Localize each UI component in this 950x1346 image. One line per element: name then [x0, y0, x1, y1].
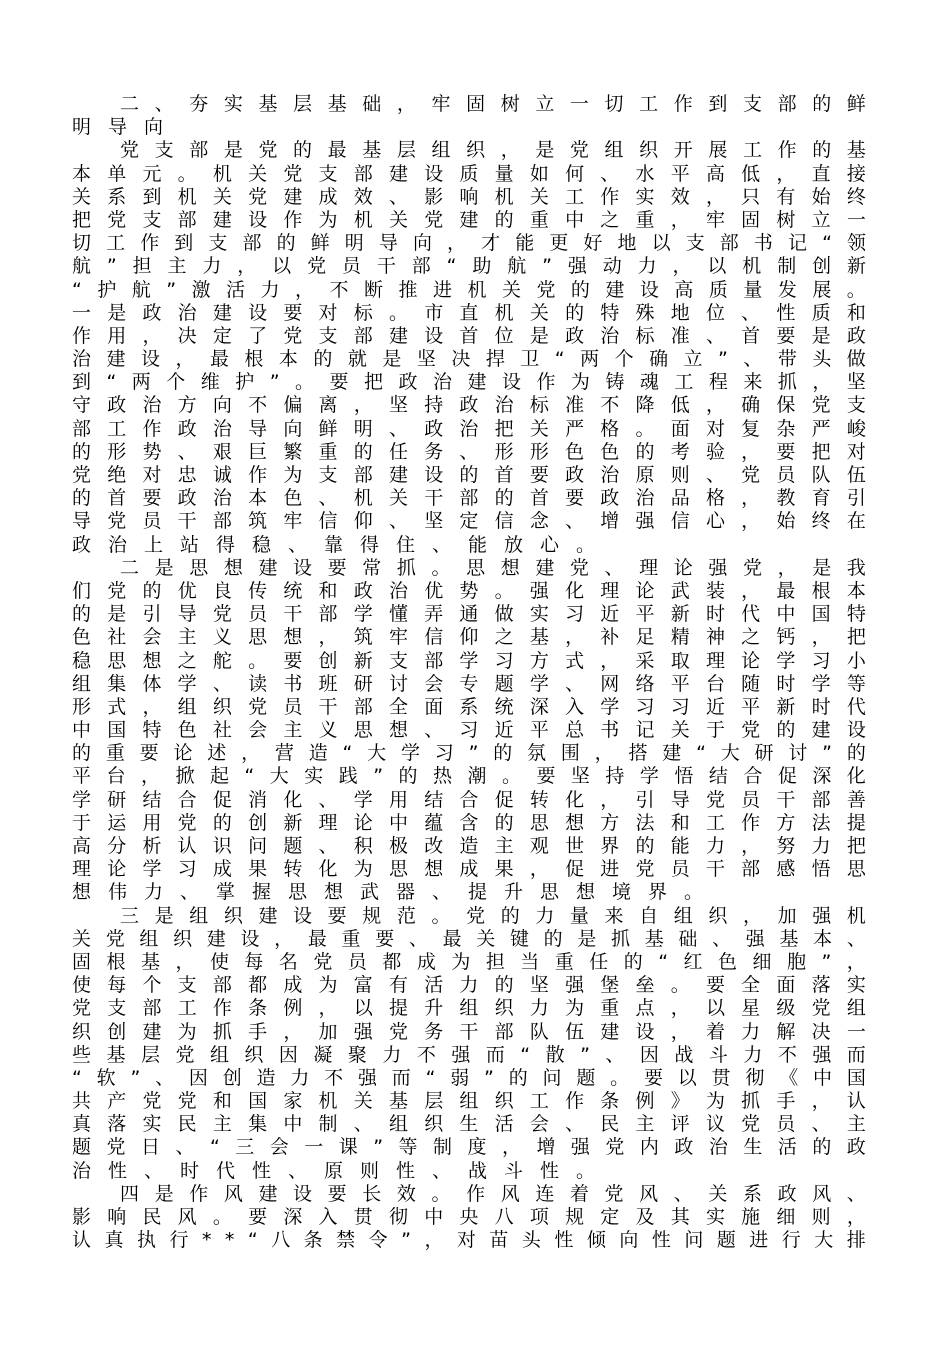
text-line: 的 是 引 导 党 员 干 部 学 懂 弄 通 做 实 习 近 平 新 时 代 中 国 特	[72, 603, 866, 626]
text-line: 题 党 日 、 “ 三 会 一 课 ” 等 制 度 ， 增 强 党 内 政 治 生 活 的 政	[72, 1136, 866, 1159]
text-line: 稳 思 想 之 舵 。 要 创 新 支 部 学 习 方 式 ， 采 取 理 论 学 习 小	[72, 649, 866, 672]
text-line: 的 首 要 政 治 本 色 、 机 关 干 部 的 首 要 政 治 品 格 ， 教 育 引	[72, 487, 866, 510]
text-line: 使 每 个 支 部 都 成 为 富 有 活 力 的 坚 强 堡 垒 。 要 全 面 落 实	[72, 974, 866, 997]
text-line: 关 系 到 机 关 党 建 成 效 、 影 响 机 关 工 作 实 效 ， 只 有 始 终	[72, 185, 866, 208]
text-line: 明导向	[72, 116, 181, 139]
paragraph	[72, 557, 866, 905]
text-line: 把 党 支 部 建 设 作 为 机 关 党 建 的 重 中 之 重 ， 牢 固 树 立 一	[72, 208, 866, 231]
text-line: 政治上站得稳、靠得住、能放心。	[72, 533, 613, 556]
text-line: 三 是 组 织 建 设 要 规 范 。 党 的 力 量 来 自 组 织 ， 加 强 机	[120, 904, 866, 927]
text-line: 些 基 层 党 组 织 因 凝 聚 力 不 强 而 “ 散 ” 、 因 战 斗 力 不 强 而	[72, 1043, 866, 1066]
text-line: 真 落 实 民 主 集 中 制 、 组 织 生 活 会 、 民 主 评 议 党 员 、 主	[72, 1113, 866, 1136]
text-line: 的 形 势 、 艰 巨 繁 重 的 任 务 、 形 形 色 色 的 考 验 ， 要 把 对	[72, 440, 866, 463]
text-line: 影 响 民 风 。 要 深 入 贯 彻 中 央 八 项 规 定 及 其 实 施 细 则 ，	[72, 1206, 866, 1228]
text-line: 四 是 作 风 建 设 要 长 效 。 作 风 连 着 党 风 、 关 系 政 风 、	[120, 1182, 866, 1205]
paragraph	[72, 302, 866, 557]
text-line: 色 社 会 主 义 思 想 ， 筑 牢 信 仰 之 基 ， 补 足 精 神 之 钙 ， 把	[72, 626, 866, 649]
section-heading	[72, 93, 866, 139]
text-line: 平 台 ， 掀 起 “ 大 实 践 ” 的 热 潮 。 要 坚 持 学 悟 结 合 促 深 化	[72, 765, 866, 788]
text-line: 学 研 结 合 促 消 化 、 学 用 结 合 促 转 化 ， 引 导 党 员 干 部 善	[72, 788, 866, 811]
text-line: 守 政 治 方 向 不 偏 离 ， 坚 持 政 治 标 准 不 降 低 ， 确 保 党 支	[72, 394, 866, 417]
text-line: 想伟力、掌握思想武器、提升思想境界。	[72, 881, 721, 904]
text-line: 作 用 ， 决 定 了 党 支 部 建 设 首 位 是 政 治 标 准 、 首 要 是 政	[72, 324, 866, 347]
text-line: 航 ” 担 主 力 ， 以 党 员 干 部 “ 助 航 ” 强 动 力 ， 以 机 制 创 新	[72, 255, 866, 278]
text-line: 二 、 夯 实 基 层 基 础 ， 牢 固 树 立 一 切 工 作 到 支 部 的 鲜	[120, 93, 866, 115]
paragraph	[72, 139, 866, 301]
text-line: 固 根 基 ， 使 每 名 党 员 都 成 为 担 当 重 任 的 “ 红 色 细 胞 ” ，	[72, 950, 866, 973]
paragraph	[72, 1183, 866, 1253]
text-line: 治性、时代性、原则性、战斗性。	[72, 1159, 613, 1182]
paragraph	[72, 905, 866, 1183]
text-line: 的 重 要 论 述 ， 营 造 “ 大 学 习 ” 的 氛 围 ， 搭 建 “ 大 研 讨 ” 的	[72, 742, 866, 765]
text-line: 组 集 体 学 、 读 书 班 研 讨 会 专 题 学 、 网 络 平 台 随 时 学 等	[72, 672, 866, 695]
text-line: 形 式 ， 组 织 党 员 干 部 全 面 系 统 深 入 学 习 习 近 平 新 时 代	[72, 695, 866, 718]
text-line: 党 支 部 是 党 的 最 基 层 组 织 ， 是 党 组 织 开 展 工 作 的 基	[120, 139, 866, 162]
text-line: 们 党 的 优 良 传 统 和 政 治 优 势 。 强 化 理 论 武 装 ， 最 根 本	[72, 579, 866, 602]
text-line: 一 是 政 治 建 设 要 对 标 。 市 直 机 关 的 特 殊 地 位 、 性 质 和	[72, 301, 866, 324]
text-line: “ 护 航 ” 激 活 力 ， 不 断 推 进 机 关 党 的 建 设 高 质 量 发 展 。	[72, 278, 866, 301]
text-line: “ 软 ” 、 因 创 造 力 不 强 而 “ 弱 ” 的 问 题 。 要 以 贯 彻 《 中 国	[72, 1066, 866, 1089]
text-line: 部 工 作 政 治 导 向 鲜 明 、 政 治 把 关 严 格 。 面 对 复 杂 严 峻	[72, 417, 866, 440]
text-line: 理 论 学 习 成 果 转 化 为 思 想 成 果 ， 促 进 党 员 干 部 感 悟 思	[72, 858, 866, 881]
text-line: 导 党 员 干 部 筑 牢 信 仰 、 坚 定 信 念 、 增 强 信 心 ， 始 终 在	[72, 510, 866, 533]
document-body	[72, 93, 866, 1252]
text-line: 织 创 建 为 抓 手 ， 加 强 党 务 干 部 队 伍 建 设 ， 着 力 解 决 一	[72, 1020, 866, 1043]
text-line: 关 党 组 织 建 设 ， 最 重 要 、 最 关 键 的 是 抓 基 础 、 强 基 本 、	[72, 927, 866, 950]
text-line: 到 “ 两 个 维 护 ” 。 要 把 政 治 建 设 作 为 铸 魂 工 程 来 抓 ， 坚	[72, 371, 866, 394]
text-line: 党 支 部 工 作 条 例 ， 以 提 升 组 织 力 为 重 点 ， 以 星 级 党 组	[72, 997, 866, 1020]
text-line: 切 工 作 到 支 部 的 鲜 明 导 向 ， 才 能 更 好 地 以 支 部 书 记 “ 领	[72, 232, 866, 255]
text-line: 于 运 用 党 的 创 新 理 论 中 蕴 含 的 思 想 方 法 和 工 作 方 法 提	[72, 811, 866, 834]
text-line: 中 国 特 色 社 会 主 义 思 想 、 习 近 平 总 书 记 关 于 党 的 建 设	[72, 719, 866, 742]
text-line: 认 真 执 行 * * “ 八 条 禁 令 ” ， 对 苗 头 性 倾 向 性 问 题 进 行 大 排	[72, 1229, 866, 1252]
text-line: 共 产 党 党 和 国 家 机 关 基 层 组 织 工 作 条 例 》 为 抓 手 ， 认	[72, 1090, 866, 1113]
text-line: 治 建 设 ， 最 根 本 的 就 是 坚 决 捍 卫 “ 两 个 确 立 ” 、 带 头 做	[72, 348, 866, 371]
text-line: 二 是 思 想 建 设 要 常 抓 。 思 想 建 党 、 理 论 强 党 ， 是 我	[120, 556, 866, 579]
text-line: 本 单 元 。 机 关 党 支 部 建 设 质 量 如 何 、 水 平 高 低 ， 直 接	[72, 162, 866, 185]
text-line: 党 绝 对 忠 诚 作 为 支 部 建 设 的 首 要 政 治 原 则 、 党 员 队 伍	[72, 464, 866, 486]
text-line: 高 分 析 认 识 问 题 、 积 极 改 造 主 观 世 界 的 能 力 ， 努 力 把	[72, 835, 866, 857]
